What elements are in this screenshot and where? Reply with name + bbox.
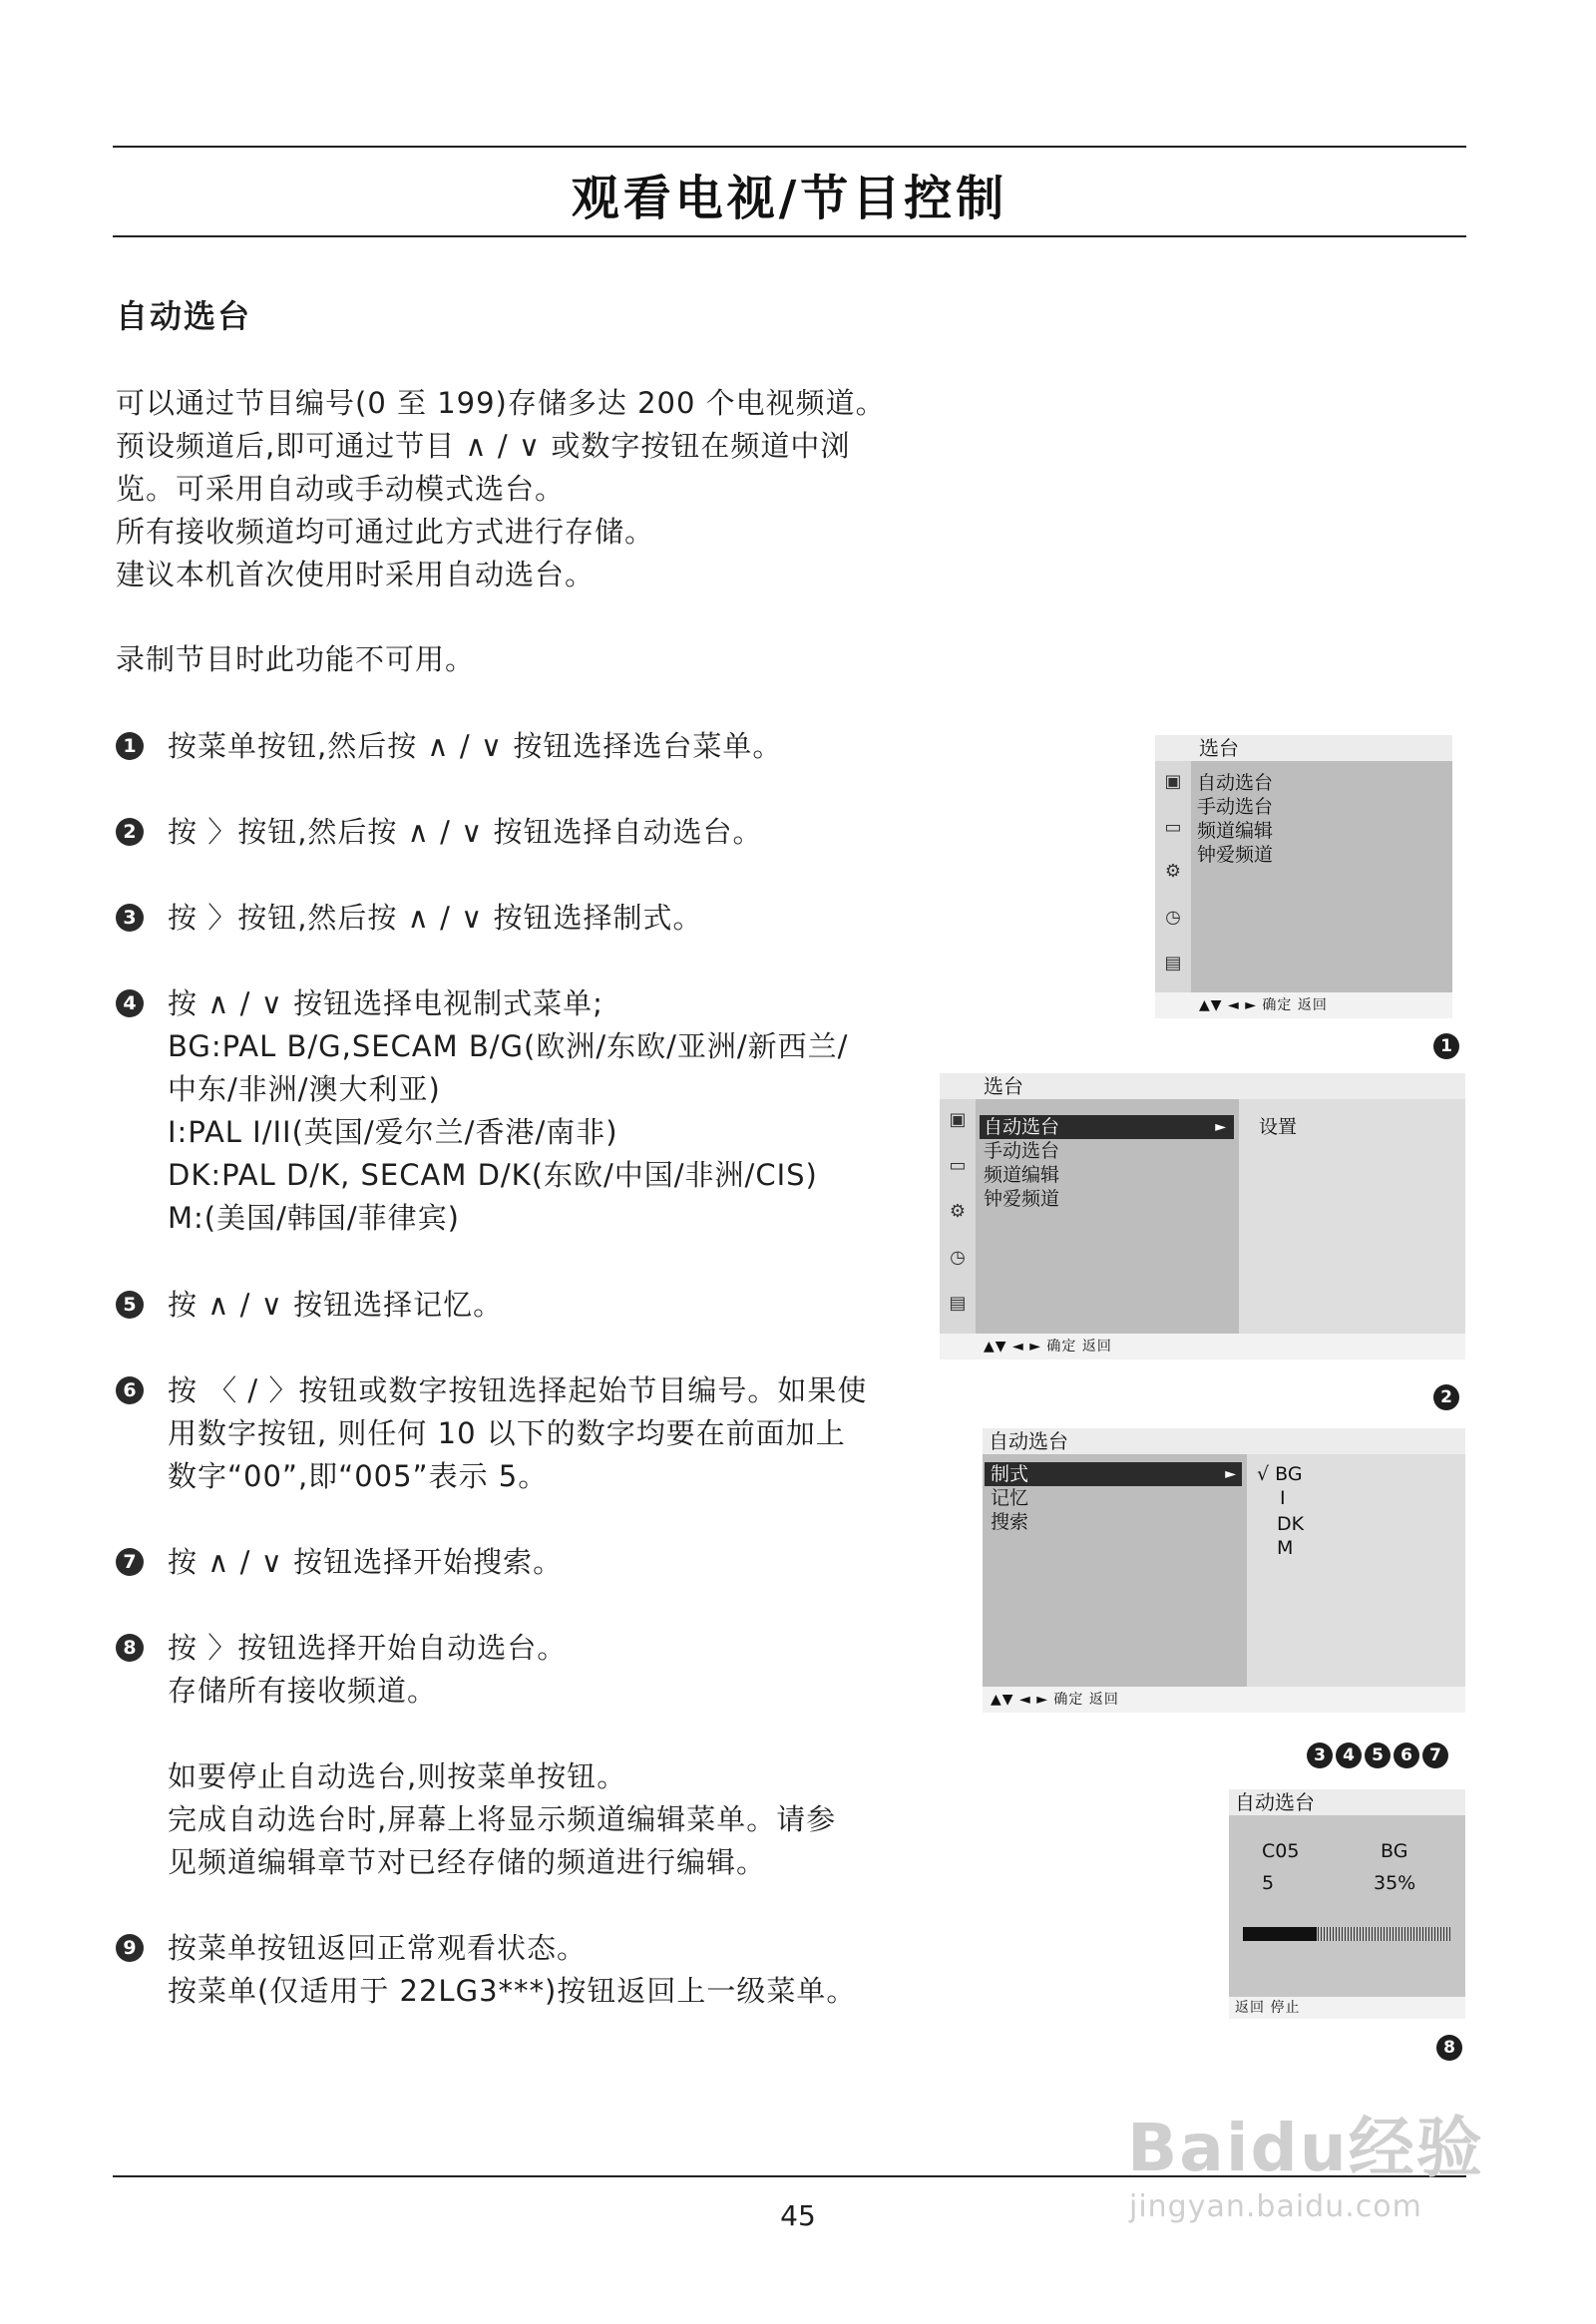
osd-footer-hints: ▲▼ ◄ ► 确定 返回 <box>1155 992 1452 1018</box>
osd-menu-item-label: 自动选台 <box>984 1116 1060 1138</box>
osd-option-checked: √ BG <box>1257 1463 1303 1485</box>
figure-badge-2 <box>1433 1384 1459 1410</box>
step-5 <box>116 1284 914 1327</box>
osd-title: 选台 <box>940 1073 1465 1099</box>
osd-option: I <box>1280 1487 1286 1509</box>
osd-menu-item: 频道编辑 <box>1197 820 1274 842</box>
osd-menu-item-label: 制式 <box>991 1463 1029 1485</box>
step-line: 见频道编辑章节对已经存储的频道进行编辑。 <box>168 1845 767 1879</box>
system-readout: BG <box>1381 1840 1408 1862</box>
figure-number: 5 <box>1365 1743 1391 1768</box>
osd-menu-item: 自动选台 <box>1197 772 1274 794</box>
step-line: 完成自动选台时,屏幕上将显示频道编辑菜单。请参 <box>168 1802 837 1836</box>
watermark-logo: Baidu经验 <box>1127 2110 1484 2186</box>
progress-bar <box>1243 1927 1452 1941</box>
figure-badge-1 <box>1433 1033 1459 1059</box>
osd-submenu-item: 设置 <box>1259 1116 1298 1138</box>
step-9 <box>116 1927 914 2013</box>
step-line: 按 〉按钮,然后按 ∧ / ∨ 按钮选择制式。 <box>168 901 703 935</box>
page-title: 观看电视/节目控制 <box>571 171 1008 226</box>
intro-paragraph <box>116 382 914 596</box>
progress-percent: 35% <box>1374 1872 1416 1894</box>
osd-footer-hints: 返回 停止 <box>1229 1997 1465 2019</box>
osd-menu-item: 搜索 <box>991 1511 1029 1533</box>
lock-icon: ▤ <box>1164 953 1182 973</box>
step-line: 如要停止自动选台,则按菜单按钮。 <box>168 1759 627 1793</box>
step-line: 按 〉按钮选择开始自动选台。 <box>168 1631 568 1665</box>
step-number-badge: 5 <box>116 1291 144 1319</box>
figure-badges-3-7 <box>1307 1743 1448 1768</box>
intro-line: 预设频道后,即可通过节目 ∧ / ∨ 或数字按钮在频道中浏 <box>116 429 851 463</box>
step-line: 按 ∧ / ∨ 按钮选择开始搜索。 <box>168 1545 564 1579</box>
figure-number: 6 <box>1394 1743 1419 1768</box>
channel-icon: ▣ <box>949 1109 967 1130</box>
osd-menu-item: 钟爱频道 <box>984 1188 1060 1210</box>
intro-line: 建议本机首次使用时采用自动选台。 <box>116 558 596 591</box>
step-2 <box>116 811 914 854</box>
header-top-rule <box>113 146 1466 148</box>
step-line: 按 ∧ / ∨ 按钮选择记忆。 <box>168 1288 504 1322</box>
intro-line: 所有接收频道均可通过此方式进行存储。 <box>116 515 655 549</box>
figure-number: 7 <box>1422 1743 1448 1768</box>
step-4 <box>116 982 914 1240</box>
step-line: 按 〉按钮,然后按 ∧ / ∨ 按钮选择自动选台。 <box>168 815 763 849</box>
step-number-badge: 3 <box>116 904 144 932</box>
step-number-badge: 6 <box>116 1376 144 1404</box>
osd-menu-item: 手动选台 <box>1197 796 1274 818</box>
osd-footer-hints: ▲▼ ◄ ► 确定 返回 <box>983 1687 1465 1713</box>
step-line: I:PAL I/II(英国/爱尔兰/香港/南非) <box>168 1115 618 1149</box>
time-icon: ◷ <box>1165 907 1181 928</box>
osd-option: M <box>1277 1537 1294 1559</box>
step-line: 按菜单(仅适用于 22LG3***)按钮返回上一级菜单。 <box>168 1974 857 2008</box>
settings-icon: ⚙ <box>949 1201 967 1222</box>
osd-icon-bar <box>1155 761 1191 992</box>
step-number-badge: 9 <box>116 1934 144 1962</box>
step-line: 存储所有接收频道。 <box>168 1674 438 1708</box>
step-number-badge: 4 <box>116 989 144 1017</box>
osd-menu-item-selected <box>980 1115 1234 1139</box>
arrow-right-icon: ► <box>1215 1119 1226 1135</box>
step-1 <box>116 725 914 768</box>
time-icon: ◷ <box>950 1247 966 1268</box>
figure-number: 8 <box>1436 2035 1462 2061</box>
osd-title: 自动选台 <box>983 1428 1465 1454</box>
step-line: 按 ∧ / ∨ 按钮选择电视制式菜单; <box>168 986 603 1020</box>
step-number-badge: 8 <box>116 1634 144 1662</box>
osd-icon-bar <box>940 1099 976 1334</box>
intro-line: 览。可采用自动或手动模式选台。 <box>116 472 566 506</box>
channel-icon: ▣ <box>1164 771 1182 792</box>
recording-note: 录制节目时此功能不可用。 <box>116 642 476 676</box>
page-number: 45 <box>780 2199 816 2232</box>
step-3 <box>116 897 914 940</box>
figure-number: 4 <box>1336 1743 1362 1768</box>
osd-menu-item: 频道编辑 <box>984 1164 1060 1186</box>
figure-number: 2 <box>1433 1384 1459 1410</box>
figure-number: 3 <box>1307 1743 1333 1768</box>
progress-bar-fill <box>1243 1927 1317 1941</box>
program-number-readout: 5 <box>1262 1872 1275 1894</box>
picture-icon: ▭ <box>949 1155 967 1176</box>
step-line: 按菜单按钮,然后按 ∧ / ∨ 按钮选择选台菜单。 <box>168 729 783 763</box>
arrow-right-icon: ► <box>1225 1466 1236 1482</box>
step-line: 按菜单按钮返回正常观看状态。 <box>168 1931 588 1965</box>
step-line: 中东/非洲/澳大利亚) <box>168 1072 441 1106</box>
header-bottom-rule <box>113 235 1466 237</box>
osd-auto-tuning-progress <box>1229 1789 1465 2019</box>
osd-title: 自动选台 <box>1229 1789 1465 1815</box>
intro-line: 可以通过节目编号(0 至 199)存储多达 200 个电视频道。 <box>116 386 886 420</box>
step-7 <box>116 1541 914 1584</box>
step-line: DK:PAL D/K, SECAM D/K(东欧/中国/非洲/CIS) <box>168 1158 818 1192</box>
step-line: 用数字按钮, 则任何 10 以下的数字均要在前面加上 <box>168 1416 846 1450</box>
section-heading: 自动选台 <box>116 297 252 335</box>
step-number-badge: 1 <box>116 732 144 760</box>
step-line: BG:PAL B/G,SECAM B/G(欧洲/东欧/亚洲/新西兰/ <box>168 1029 849 1063</box>
step-8 <box>116 1627 914 1884</box>
osd-menu-item: 钟爱频道 <box>1197 844 1274 866</box>
picture-icon: ▭ <box>1164 817 1182 838</box>
osd-option: DK <box>1277 1513 1305 1535</box>
osd-title: 选台 <box>1155 735 1452 761</box>
osd-auto-tuning-system <box>983 1428 1465 1713</box>
osd-menu-item-selected <box>985 1462 1242 1486</box>
settings-icon: ⚙ <box>1164 861 1182 882</box>
osd-auto-tuning-select <box>940 1073 1465 1359</box>
figure-badge-8 <box>1436 2035 1462 2061</box>
step-line: M:(美国/韩国/菲律宾) <box>168 1201 460 1235</box>
osd-menu-item: 手动选台 <box>984 1140 1060 1162</box>
step-line: 数字“00”,即“005”表示 5。 <box>168 1459 549 1493</box>
baidu-watermark <box>1127 2095 1526 2224</box>
watermark-url: jingyan.baidu.com <box>1129 2189 1422 2224</box>
step-number-badge: 2 <box>116 818 144 846</box>
lock-icon: ▤ <box>949 1293 967 1314</box>
step-6 <box>116 1369 914 1498</box>
step-number-badge: 7 <box>116 1548 144 1576</box>
osd-footer-hints: ▲▼ ◄ ► 确定 返回 <box>940 1334 1465 1359</box>
step-line: 按 〈 / 〉按钮或数字按钮选择起始节目编号。如果使 <box>168 1373 868 1407</box>
figure-number: 1 <box>1433 1033 1459 1059</box>
osd-menu-item: 记忆 <box>991 1487 1029 1509</box>
osd-channel-menu <box>1155 735 1452 1018</box>
channel-readout: C05 <box>1262 1840 1300 1862</box>
